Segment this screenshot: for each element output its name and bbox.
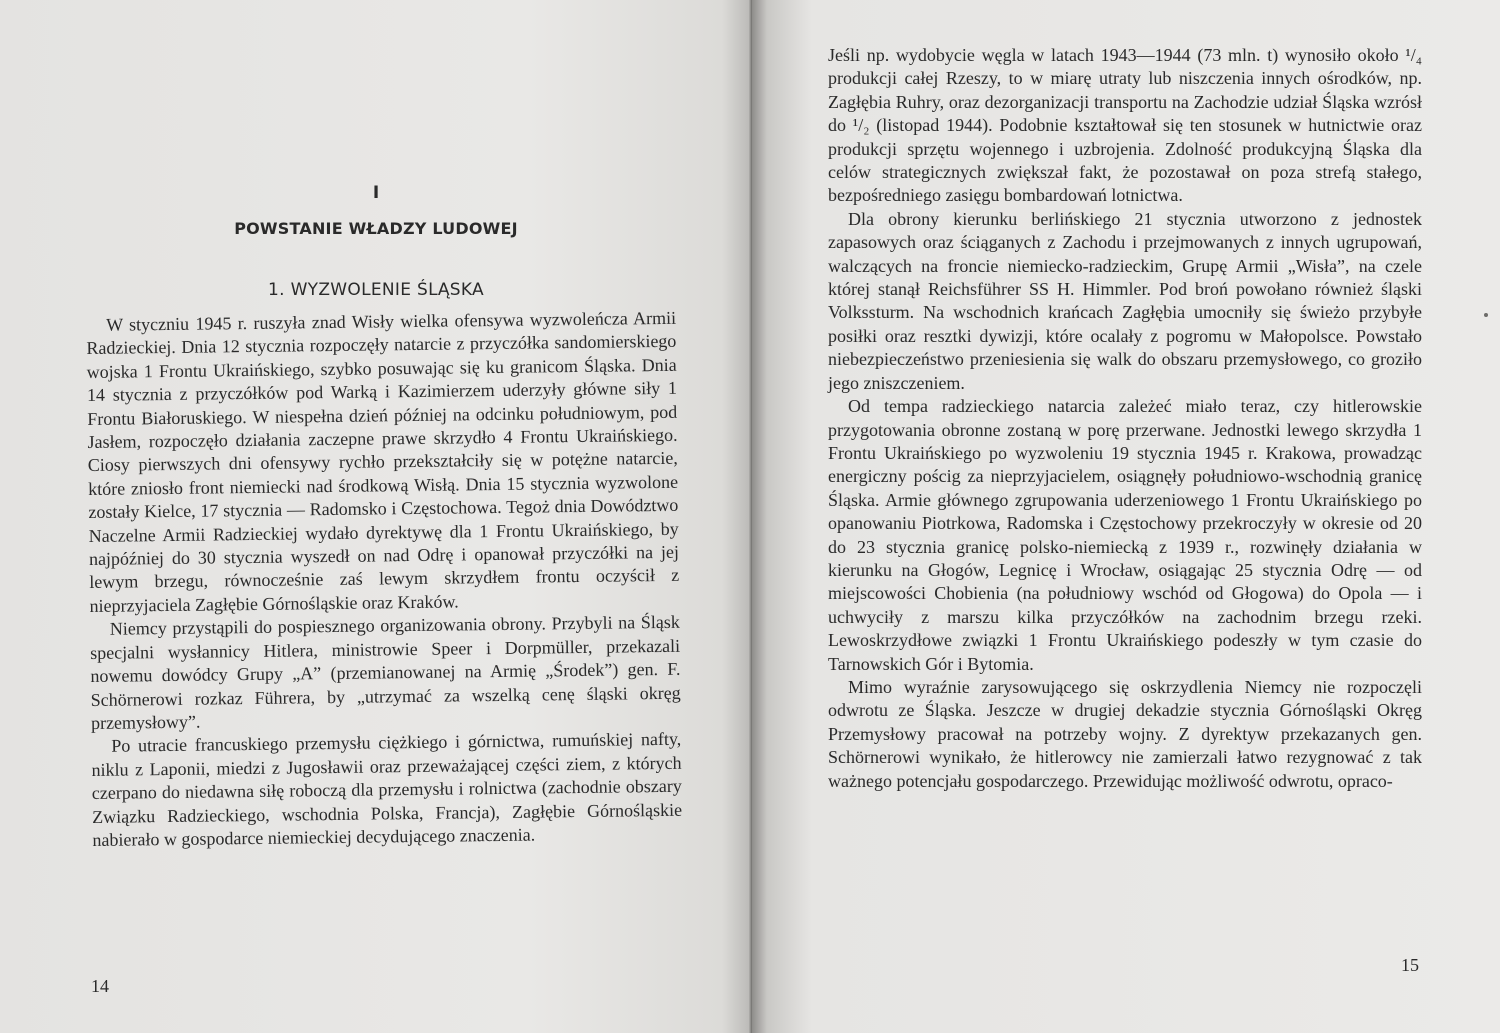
- paragraph: Jeśli np. wydobycie węgla w latach 1943—1944 (73 mln. t) wynosiło około ¹/₄ produkcji całej Rzeszy, to w miarę utraty lub niszczenia innych ośrodków, np. Zagłębia Ruhry, oraz dezorganizacji transportu na Zachodzie udział Śląska wzrósł do ¹/₂ (listopad 1944). Podobnie kształtował się ten stosunek w hutnictwie oraz produkcji sprzętu wojennego i uzbrojenia. Zdolność produkcyjną Śląska dla celów strategicznych zwiększał fakt, że pozostawał on poza strefą stałego, bezpośredniego zasięgu bombardowań lotnictwa.: [828, 45, 1422, 206]
- chapter-title: POWSTANIE WŁADZY LUDOWEJ: [234, 219, 518, 238]
- paragraph: Po utracie francuskiego przemysłu ciężkiego i górnictwa, rumuńskiej nafty, niklu z Laponii, miedzi z Jugosławii oraz przeważającej części ziem, z których czerpano do niedawna siłę roboczą dla przemysłu i rolnictwa (zachodnie obszary Związku Radzieckiego, wschodnia Polska, Francja), Zagłębie Górnośląskie nabierało w gospodarce niemieckiej decydującego znaczenia.: [91, 729, 683, 850]
- page-number-left: 14: [91, 976, 109, 996]
- page-number-right: 15: [1401, 955, 1419, 975]
- left-body-text: [86, 307, 683, 853]
- right-body-text: [828, 44, 1422, 793]
- paragraph: Niemcy przystąpili do pospiesznego organizowania obrony. Przybyli na Śląsk specjalni wysłannicy Hitlera, ministrowie Speer i Dorpmüller, przekazali nowemu dowódcy Grupy „A” (przemianowanej na Armię „Środek”) gen. F. Schörnerowi rozkaz Führera, by „utrzymać za wszelką cenę śląski okręg przemysłowy”.: [90, 612, 681, 733]
- paragraph: Od tempa radzieckiego natarcia zależeć miało teraz, czy hitlerowskie przygotowania obronne zostaną w porę przerwane. Jednostki lewego skrzydła 1 Frontu Ukraińskiego po wyzwoleniu 19 stycznia 1945 r. Krakowa, prowadząc energiczny pościg za nieprzyjacielem, osiągnęły południowo-wschodnią granicę Śląska. Armie głównego zgrupowania uderzeniowego 1 Frontu Ukraińskiego po opanowaniu Piotrkowa, Radomska i Częstochowy przekroczyły w okresie od 20 do 23 stycznia granicę polsko-niemiecką z 1939 r., rozwinęły działania w kierunku na Głogów, Legnicę i Wrocław, osiągając 25 stycznia Odrę — od miejscowości Chobienia (na południowy wschód od Głogowa) do Opola — i uchwyciły z marszu kilka przyczółków na zachodnim brzegu rzeki. Lewoskrzydłowe związki 1 Frontu Ukraińskiego podeszły w tym czasie do Tarnowskich Gór i Bytomia.: [828, 396, 1422, 674]
- paragraph: Dla obrony kierunku berlińskiego 21 stycznia utworzono z jednostek zapasowych oraz ściąganych z Zachodu i przejmowanych z innych ugrupowań, walczących na froncie niemiecko-radzieckim, Grupę Armii „Wisła”, na czele której stanął Reichsführer SS H. Himmler. Pod broń powołano również śląski Volkssturm. Na wschodnich krańcach Zagłębia umocniły się świeżo przybyłe posiłki oraz resztki dywizji, które ocalały z pogromu w Małopolsce. Powstało niebezpieczeństwo przeniesienia się walk do obszaru przemysłowego, co groziło jego zniszczeniem.: [828, 208, 1422, 393]
- paper-speck: [1484, 313, 1488, 317]
- paragraph: W styczniu 1945 r. ruszyła znad Wisły wielka ofensywa wyzwoleńcza Armii Radzieckiej. Dnia 12 stycznia rozpoczęły natarcie z przyczółka sandomierskiego wojska 1 Frontu Ukraińskiego, szybko posuwając się ku granicom Śląska. Dnia 14 stycznia z przyczółków pod Warką i Kazimierzem uderzyły główne siły 1 Frontu Białoruskiego. W niespełna dzień później na odcinku południowym, pod Jasłem, rozpoczęło działania zaczepne prawe skrzydło 4 Frontu Ukraińskiego. Ciosy pierwszych dni ofensywy rychło przekształciły się w potężne natarcie, które zniosło front niemiecki nad środkową Wisłą. Dnia 15 stycznia wyzwolone zostały Kielce, 17 stycznia — Radomsko i Częstochowa. Tegoż dnia Dowództwo Naczelne Armii Radzieckiej wydało dyrektywę dla 1 Frontu Ukraińskiego, by najpóźniej do 30 stycznia wyszedł on nad Odrę i opanował przyczółki na jej lewym brzegu, równocześnie zaś lewym skrzydłem frontu oczyścił z nieprzyjaciela Zagłębie Górnośląskie oraz Kraków.: [86, 307, 680, 616]
- chapter-number: I: [372, 183, 380, 203]
- section-title: 1. WYZWOLENIE ŚLĄSKA: [268, 280, 484, 300]
- paragraph: Mimo wyraźnie zarysowującego się oskrzydlenia Niemcy nie rozpoczęli odwrotu ze Śląska. Jeszcze w drugiej dekadzie stycznia Górnośląski Okręg Przemysłowy pracował na potrzeby wojny. Z dyrektyw przekazanych gen. Schörnerowi wynikało, że hitlerowcy nie zamierzali łatwo rezygnować z tak ważnego potencjału gospodarczego. Przewidując możliwość odwrotu, opraco-: [828, 676, 1422, 791]
